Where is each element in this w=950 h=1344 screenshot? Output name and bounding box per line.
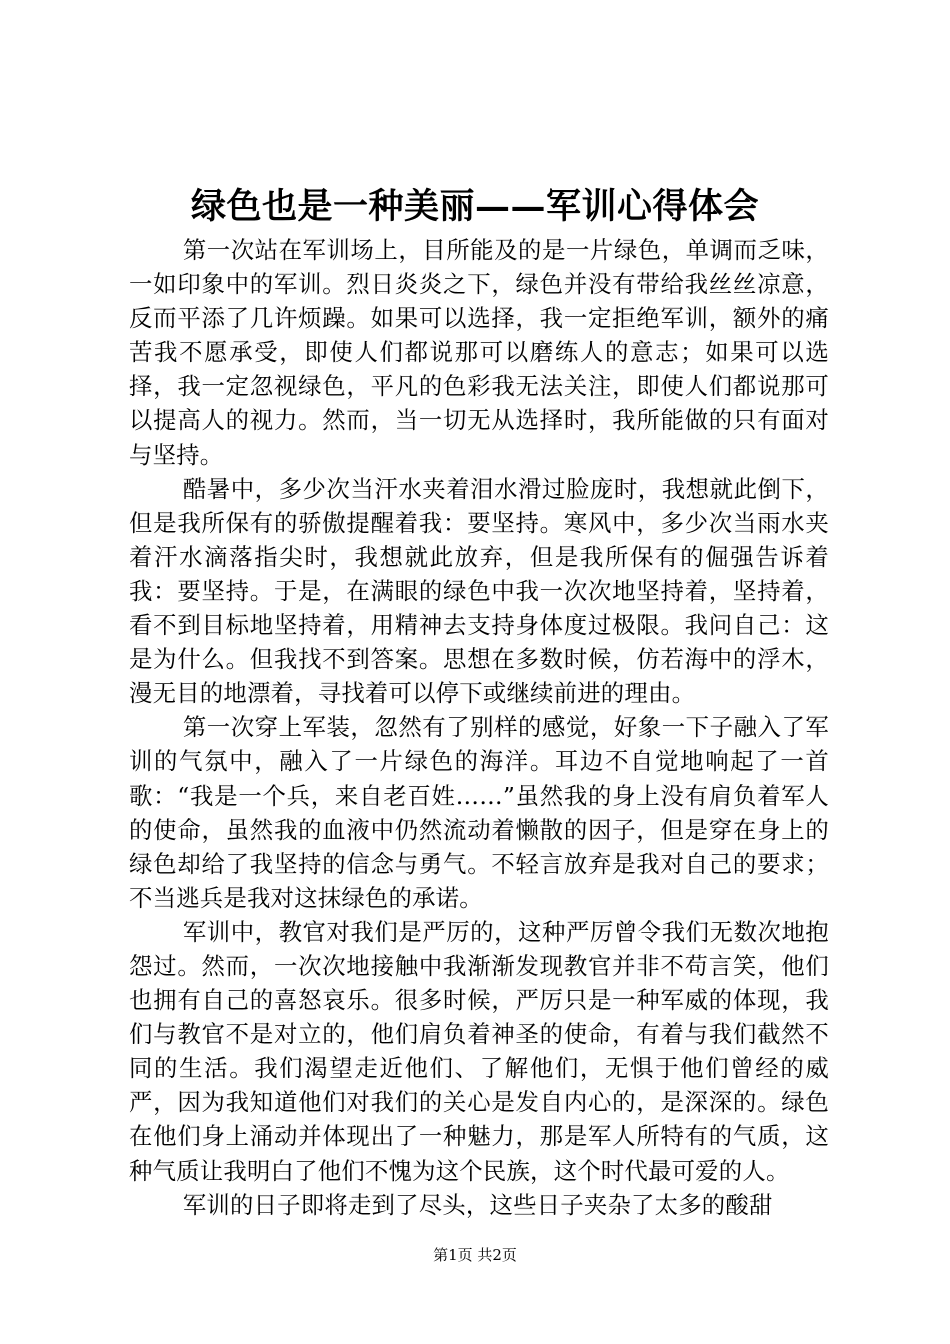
paragraph: 酷暑中，多少次当汗水夹着泪水滑过脸庞时，我想就此倒下，但是我所保有的骄傲提醒着我：要坚持。寒风中，多少次当雨水夹着汗水滴落指尖时，我想就此放弃，但是我所保有的倔强告诉着我：要坚持。于是，在满眼的绿色中我一次次地坚持着，坚持着，看不到目标地坚持着，用精神去支持身体度过极限。我问自己：这是为什么。但我找不到答案。思想在多数时候，仿若海中的浮木，漫无目的地漂着，寻找着可以停下或继续前进的理由。 <box>129 474 829 708</box>
paragraph: 军训中，教官对我们是严厉的，这种严厉曾令我们无数次地抱怨过。然而，一次次地接触中我渐渐发现教官并非不苟言笑，他们也拥有自己的喜怒哀乐。很多时候，严厉只是一种军威的体现，我们与教官不是对立的，他们肩负着神圣的使命，有着与我们截然不同的生活。我们渴望走近他们、了解他们，无惧于他们曾经的威严，因为我知道他们对我们的关心是发自内心的，是深深的。绿色在他们身上涌动并体现出了一种魅力，那是军人所特有的气质，这种气质让我明白了他们不愧为这个民族，这个时代最可爱的人。 <box>129 917 829 1185</box>
paragraph: 第一次穿上军装，忽然有了别样的感觉，好象一下子融入了军训的气氛中，融入了一片绿色的海洋。耳边不自觉地响起了一首歌：“我是一个兵，来自老百姓……”虽然我的身上没有肩负着军人的使命，虽然我的血液中仍然流动着懒散的因子，但是穿在身上的绿色却给了我坚持的信念与勇气。不轻言放弃是我对自己的要求；不当逃兵是我对这抹绿色的承诺。 <box>129 713 829 912</box>
page-number-footer: 第1页 共2页 <box>433 1246 517 1264</box>
paragraph: 第一次站在军训场上，目所能及的是一片绿色，单调而乏味，一如印象中的军训。烈日炎炎之下，绿色并没有带给我丝丝凉意，反而平添了几许烦躁。如果可以选择，我一定拒绝军训，额外的痛苦我不愿承受，即使人们都说那可以磨练人的意志；如果可以选择，我一定忽视绿色，平凡的色彩我无法关注，即使人们都说那可以提高人的视力。然而，当一切无从选择时，我所能做的只有面对与坚持。 <box>129 236 829 469</box>
paragraph: 军训的日子即将走到了尽头，这些日子夹杂了太多的酸甜 <box>182 1190 773 1219</box>
document-body <box>129 233 829 1222</box>
document-title: 绿色也是一种美丽——军训心得体会 <box>190 186 759 227</box>
